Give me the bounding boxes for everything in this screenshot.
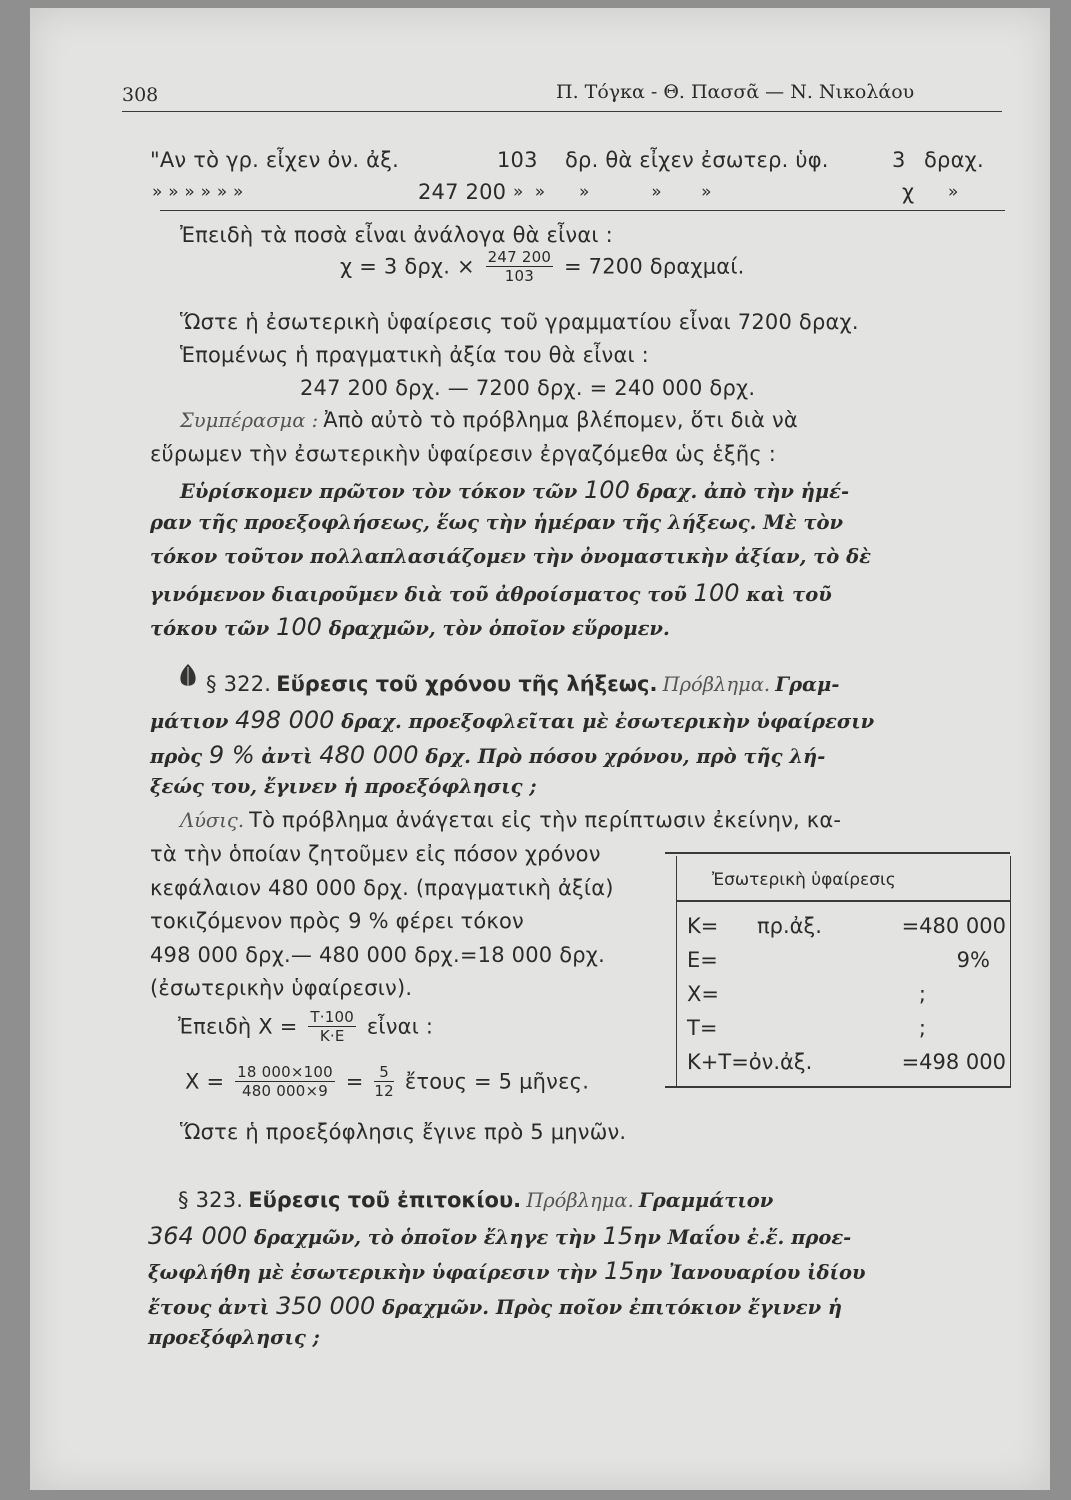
eq-left: χ = 3 δρχ. ×: [340, 254, 475, 279]
para1-line2: Ὥστε ἡ ἐσωτερικὴ ὑφαίρεσις τοῦ γραμματίου εἶναι 7200 δραχ.: [180, 310, 859, 334]
p2-num: 498 000: [235, 706, 335, 734]
header-rule: [122, 111, 1002, 112]
table-row-e-value: 9%: [956, 948, 990, 972]
sec323-title: Εὕρεσις τοῦ ἐπιτοκίου.: [248, 1188, 522, 1212]
sec322-title: Εὕρεσις τοῦ χρόνου τῆς λήξεως.: [276, 672, 658, 696]
eq-frac-den: 103: [504, 267, 534, 285]
row1-value: 103: [497, 148, 538, 172]
running-title: Π. Τόγκα - Θ. Πασσᾶ — Ν. Νικολάου: [556, 81, 915, 103]
page: [30, 8, 1050, 1490]
s7-num: Τ·100: [310, 1008, 354, 1026]
rule-line5: [150, 613, 670, 641]
rule1-num: 100: [584, 476, 630, 504]
para1-line4: 247 200 δρχ. — 7200 δρχ. = 240 000 δρχ.: [300, 376, 756, 400]
conclusion-label: Συμπέρασμα :: [180, 409, 319, 432]
rule-line4: [150, 579, 832, 607]
s8-fraction: [235, 1063, 335, 1100]
sec323-p4a: ἔτους ἀντὶ: [148, 1296, 270, 1319]
p2b: δραχ. προεξοφλεῖται μὲ ἐσωτερικὴν ὑφαίρεσιν: [341, 710, 875, 733]
sec322-line2: [150, 706, 874, 734]
rule1-text: Εὑρίσκομεν πρῶτον τὸν τόκον τῶν: [180, 480, 578, 503]
s8-fraction2: [374, 1063, 394, 1100]
rule5-end: δραχμῶν, τὸν ὁποῖον εὕρομεν.: [328, 617, 670, 640]
table-row-k: Κ=: [687, 914, 719, 938]
sec322-heading: [206, 672, 839, 696]
table-row-kt: Κ+Τ=ὀν.ἀξ.: [687, 1050, 813, 1074]
rule-line1: [180, 476, 849, 504]
sec322-line4: ξεώς του, ἔγινεν ἡ προεξόφλησις ;: [150, 775, 537, 798]
row2-value: 247 200: [418, 180, 507, 204]
solution-s8: [185, 1063, 589, 1100]
row1-label: "Αν τὸ γρ. εἶχεν ὀν. ἀξ.: [150, 148, 400, 172]
table-row-x-value: ;: [918, 982, 926, 1006]
eq-frac-num: 247 200: [487, 248, 552, 266]
eq-fraction: [486, 248, 553, 285]
sec323-p3b: ην Ἰανουαρίου ἰδίου: [634, 1261, 866, 1284]
s8-eq: =: [345, 1069, 364, 1094]
rule1-end: δραχ. ἀπὸ τὴν ἡμέ-: [636, 480, 850, 503]
solution-s2: τὰ τὴν ὁποίαν ζητοῦμεν εἰς πόσον χρόνον: [150, 842, 601, 866]
sec323-line3: [148, 1257, 866, 1285]
p2a: μάτιον: [150, 710, 229, 733]
conclusion-text1: Ἀπὸ αὐτὸ τὸ πρόβλημα βλέπομεν, ὅτι διὰ νὰ: [323, 408, 798, 432]
sec323-p4b: δραχμῶν. Πρὸς ποῖον ἐπιτόκιον ἔγινεν ἡ: [382, 1296, 843, 1319]
rule4-num: 100: [693, 579, 740, 607]
table-row-k-value: =480 000: [901, 914, 1006, 938]
table-row-t: Τ=: [687, 1016, 718, 1040]
sec323-p4-num: 350 000: [276, 1292, 376, 1320]
s8-den2: 12: [374, 1082, 394, 1100]
sec322-line3: [150, 741, 825, 769]
row2-marks2: » » » » »: [513, 182, 712, 202]
sec323-p2-num2: 15: [602, 1222, 634, 1250]
conclusion-line1: [180, 408, 798, 432]
sec323-line2: [148, 1222, 851, 1250]
solution-s5: 498 000 δρχ.— 480 000 δρχ.=18 000 δρχ.: [150, 943, 606, 967]
top-table-row-1: [150, 148, 399, 172]
rule5-text: τόκου τῶν: [150, 617, 270, 640]
sec322-problem-label: Πρόβλημα.: [662, 673, 771, 696]
row2-result: χ: [902, 180, 915, 204]
sec323-heading: [178, 1188, 773, 1212]
conclusion-line2: εὕρωμεν τὴν ἐσωτερικὴν ὑφαίρεσιν ἐργαζόμεθα ὡς ἑξῆς :: [150, 442, 777, 466]
table-row-e: Ε=: [687, 948, 718, 972]
sec322-number: § 322.: [206, 672, 272, 696]
table-row-k-mid: πρ.ἀξ.: [757, 914, 822, 938]
s8b: ἔτους = 5 μῆνες.: [404, 1069, 590, 1094]
s8a: Χ =: [185, 1069, 225, 1094]
para1-line3: Ἑπομένως ἡ πραγματικὴ ἀξία του θὰ εἶναι :: [180, 343, 649, 367]
sec323-p2-num: 364 000: [148, 1222, 248, 1250]
s8-num2: 5: [374, 1063, 394, 1082]
solution-s9: Ὥστε ἡ προεξόφλησις ἔγινε πρὸ 5 μηνῶν.: [180, 1120, 627, 1144]
rule-line2: ραν τῆς προεξοφλήσεως, ἕως τὴν ἡμέραν τῆς λήξεως. Μὲ τὸν: [150, 511, 844, 534]
sec323-line4: [148, 1292, 842, 1320]
s7a: Ἐπειδὴ Χ =: [178, 1014, 298, 1039]
table-bottom-rule: [665, 1086, 1010, 1088]
page-number: 308: [122, 84, 159, 106]
solution-s6: (ἐσωτερικὴν ὑφαίρεσιν).: [150, 976, 413, 1000]
row2-marks: » » » » » »: [152, 182, 244, 202]
sec323-line5: προεξόφλησις ;: [148, 1326, 320, 1349]
eq-right: = 7200 δραχμαί.: [564, 254, 745, 279]
sec323-p3-num: 15: [603, 1257, 635, 1285]
s8-den: 480 000×9: [242, 1082, 328, 1100]
p3-num2: 480 000: [319, 741, 419, 769]
solution-s4: τοκιζόμενον πρὸς 9 % φέρει τόκον: [150, 909, 524, 933]
rule-line3: τόκον τοῦτον πολλαπλασιάζομεν τὴν ὀνομαστικὴν ἀξίαν, τὸ δὲ: [150, 545, 871, 568]
s7-den: Κ·Ε: [319, 1027, 345, 1045]
row1-result: 3: [892, 148, 906, 172]
sec323-problem-label: Πρόβλημα.: [526, 1189, 634, 1212]
sec323-p2a: δραχμῶν, τὸ ὁποῖον ἔληγε τὴν: [254, 1226, 596, 1249]
table-row-x: Χ=: [687, 982, 719, 1006]
table-row-t-value: ;: [918, 1016, 926, 1040]
rule4-end: καὶ τοῦ: [746, 583, 832, 606]
table-top-rule: [665, 852, 1010, 854]
s8-num: 18 000×100: [237, 1063, 333, 1081]
s7b: εἶναι :: [366, 1014, 434, 1039]
ink-blot-icon: [178, 663, 198, 689]
p3a: πρὸς: [150, 745, 203, 768]
solution-label: Λύσις.: [180, 809, 245, 832]
para1-intro: Ἐπειδὴ τὰ ποσὰ εἶναι ἀνάλογα θὰ εἶναι :: [180, 223, 613, 247]
para1-equation: [340, 248, 745, 285]
rule5-num: 100: [276, 613, 322, 641]
sec322-solution-line1: [180, 808, 841, 832]
p3b: ἀντὶ: [261, 745, 313, 768]
row2-end: »: [948, 182, 959, 202]
sec323-p3a: ξωφλήθη μὲ ἐσωτερικὴν ὑφαίρεσιν τὴν: [148, 1261, 598, 1284]
sec323-p1: Γραμμάτιον: [638, 1189, 774, 1212]
sec323-p2b: ην Μαΐου ἐ.ἔ. προε-: [633, 1226, 852, 1249]
table-row-kt-value: =498 000: [901, 1050, 1006, 1074]
solution-s1: Τὸ πρόβλημα ἀνάγεται εἰς τὴν περίπτωσιν ἐκείνην, κα-: [249, 808, 842, 832]
row1-result-unit: δραχ.: [924, 148, 984, 172]
sec322-p1: Γραμ-: [775, 673, 840, 696]
solution-s7: [178, 1008, 433, 1045]
table-rule: [160, 210, 1005, 211]
solution-s3: κεφάλαιον 480 000 δρχ. (πραγματικὴ ἀξία): [150, 876, 614, 900]
row1-unit: δρ. θὰ εἶχεν ἐσωτερ. ὑφ.: [565, 148, 829, 172]
rule4-text: γινόμενον διαιροῦμεν διὰ τοῦ ἀθροίσματος τοῦ: [150, 583, 687, 606]
s7-fraction: [308, 1008, 356, 1045]
p3c: δρχ. Πρὸ πόσου χρόνου, πρὸ τῆς λή-: [425, 745, 826, 768]
interest-table: [676, 856, 1011, 1088]
table-title: Ἐσωτερικὴ ὑφαίρεσις: [712, 870, 896, 890]
sec323-number: § 323.: [178, 1188, 244, 1212]
p3-num: 9 %: [208, 741, 255, 769]
table-header-rule: [677, 900, 1010, 902]
